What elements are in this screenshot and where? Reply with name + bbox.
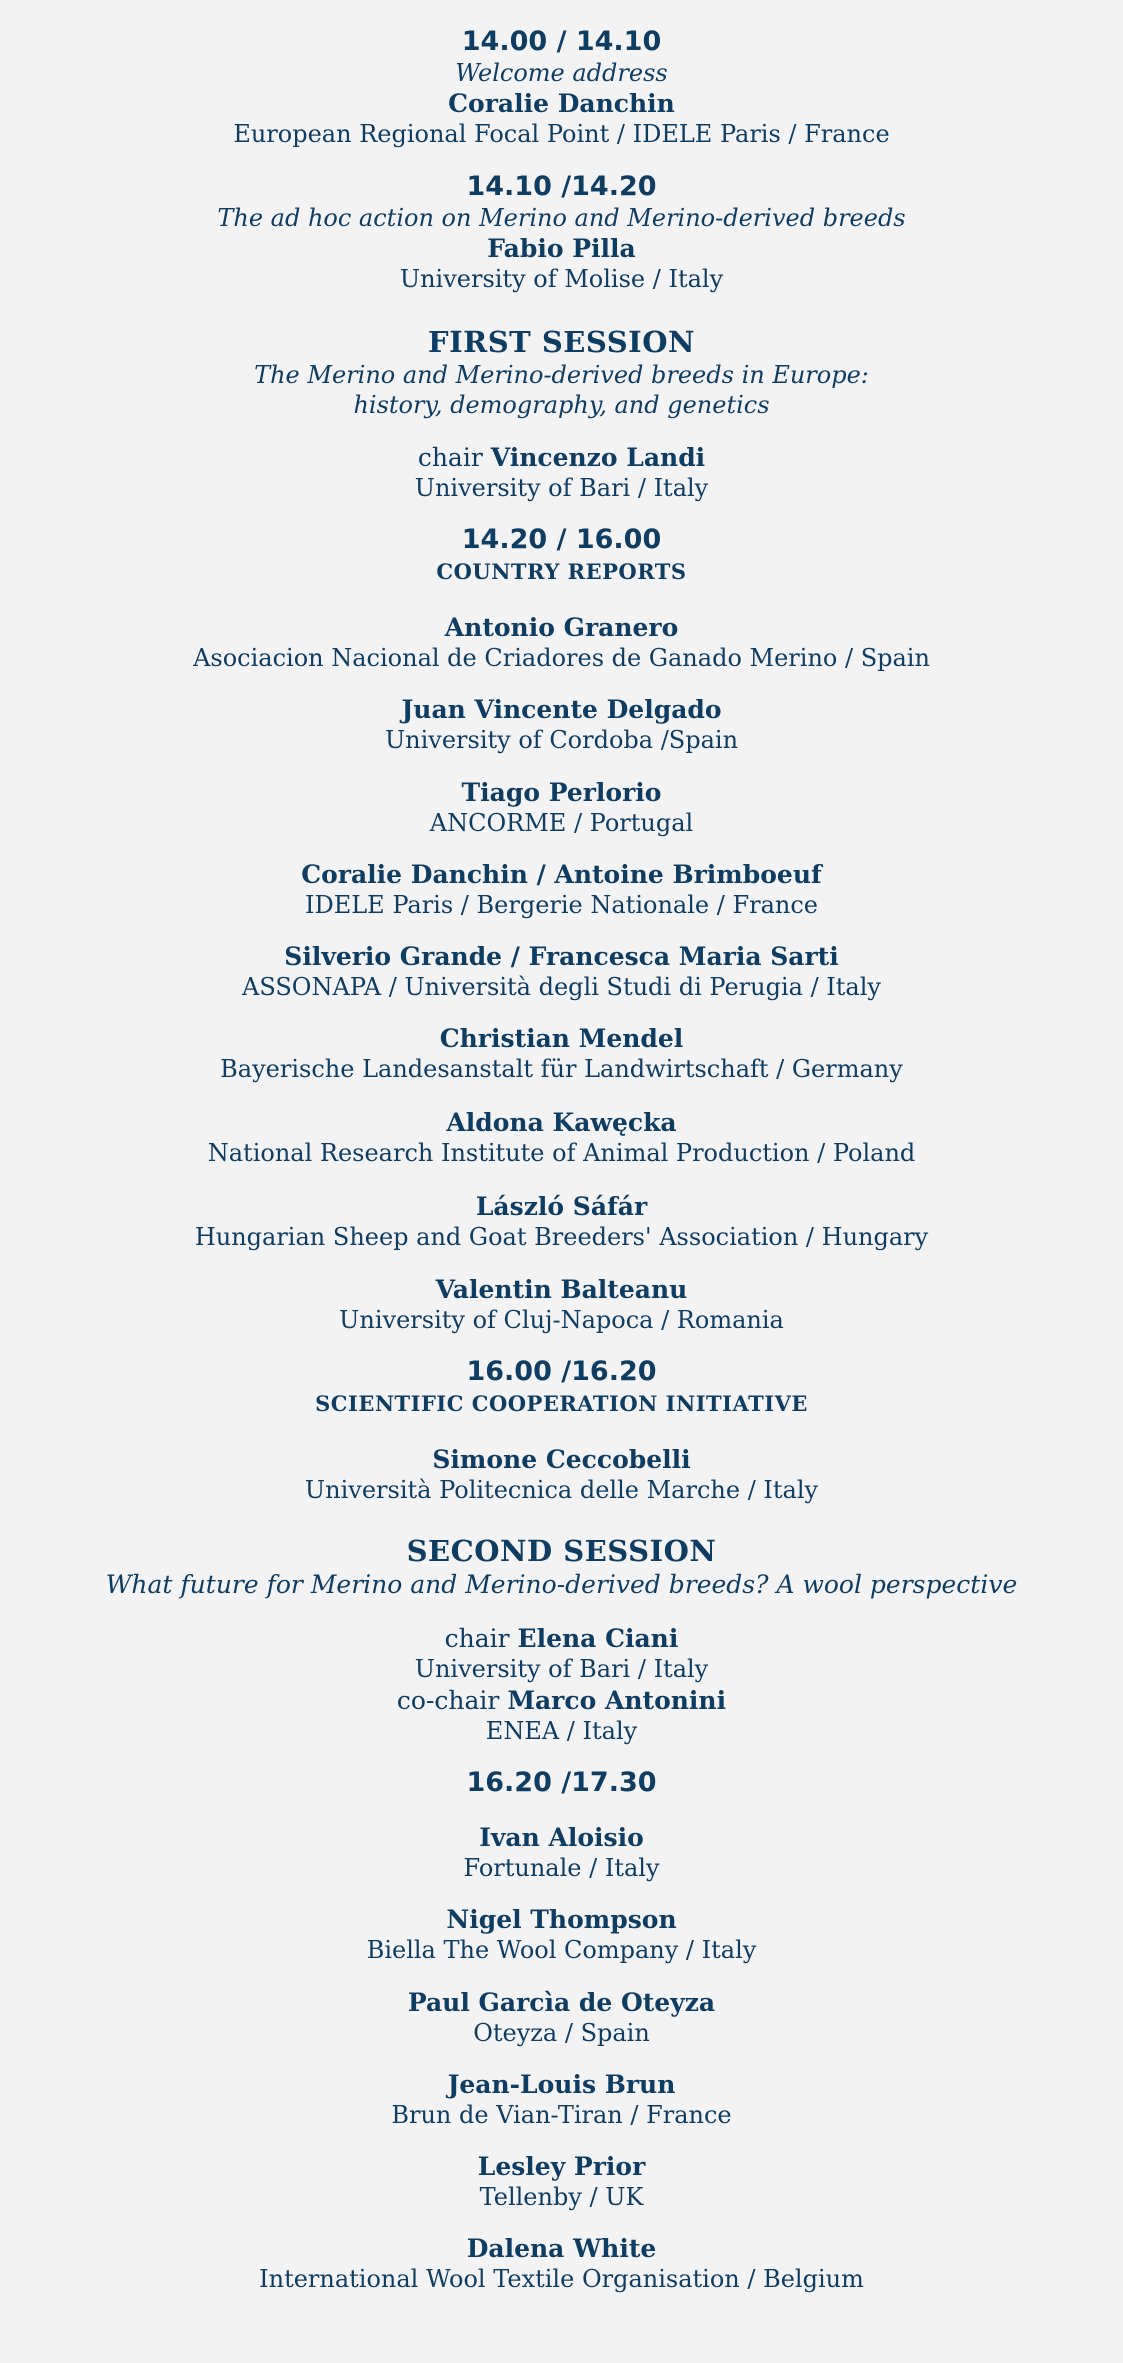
speaker-item	[0, 777, 1123, 839]
welcome-block	[0, 26, 1123, 150]
speaker-item	[0, 612, 1123, 674]
speaker-item	[0, 2151, 1123, 2213]
welcome-time: 14.00 / 14.10	[461, 26, 662, 57]
speaker-item	[0, 941, 1123, 1003]
speaker-name: Dalena White	[466, 2234, 657, 2263]
speaker-name: Nigel Thompson	[446, 1905, 677, 1934]
chair-affiliation: University of Bari / Italy	[414, 474, 709, 502]
cooperation-time: 16.00 /16.20	[466, 1356, 657, 1387]
country-reports-label: COUNTRY REPORTS	[436, 559, 687, 584]
cochair-affiliation: ENEA / Italy	[485, 1717, 638, 1745]
chair-line	[0, 442, 1123, 473]
speaker-affiliation: Oteyza / Spain	[473, 2019, 650, 2047]
country-reports-header	[0, 524, 1123, 586]
first-session-heading: FIRST SESSION	[427, 325, 695, 359]
speaker-item	[0, 1023, 1123, 1085]
speaker-affiliation: University of Cluj-Napoca / Romania	[339, 1306, 784, 1334]
adhoc-block	[0, 171, 1123, 295]
speaker-name: Simone Ceccobelli	[432, 1445, 691, 1474]
speaker-affiliation: ANCORME / Portugal	[429, 809, 694, 837]
first-session-chair	[0, 442, 1123, 504]
second-session-time-block	[0, 1767, 1123, 1799]
cooperation-label: SCIENTIFIC COOPERATION INITIATIVE	[315, 1391, 808, 1416]
speaker-name: Aldona Kawęcka	[446, 1108, 677, 1137]
speaker-item	[0, 1191, 1123, 1253]
speaker-affiliation: Università Politecnica delle Marche / Italy	[304, 1476, 819, 1504]
speaker-item	[0, 1822, 1123, 1884]
speaker-affiliation: National Research Institute of Animal Production / Poland	[207, 1139, 916, 1167]
adhoc-speaker: Fabio Pilla	[487, 234, 636, 263]
chair-name: Vincenzo Landi	[490, 443, 706, 472]
cochair-line	[0, 1685, 1123, 1716]
speaker-name: Lesley Prior	[477, 2152, 646, 2181]
welcome-title: Welcome address	[455, 59, 668, 87]
speaker-affiliation: Brun de Vian-Tiran / France	[391, 2101, 732, 2129]
speaker-affiliation: Asociacion Nacional de Criadores de Ganado Merino / Spain	[193, 644, 930, 672]
second-session-chairs	[0, 1623, 1123, 1747]
cooperation-header	[0, 1356, 1123, 1418]
speaker-affiliation: Biella The Wool Company / Italy	[366, 1936, 757, 1964]
second-session-header	[0, 1534, 1123, 1600]
speaker-name: Jean-Louis Brun	[447, 2070, 676, 2099]
speaker-item	[0, 1904, 1123, 1966]
chair-prefix: chair	[444, 1624, 510, 1653]
first-session-header	[0, 325, 1123, 420]
second-session-time: 16.20 /17.30	[466, 1767, 657, 1798]
speaker-affiliation: Bayerische Landesanstalt für Landwirtschaft / Germany	[220, 1055, 903, 1083]
speaker-name: Paul Garcìa de Oteyza	[407, 1988, 716, 2017]
speaker-item	[0, 1107, 1123, 1169]
speaker-affiliation: IDELE Paris / Bergerie Nationale / France	[305, 891, 818, 919]
first-session-subtitle-1: The Merino and Merino-derived breeds in Europe:	[254, 361, 869, 389]
speaker-name: Tiago Perlorio	[461, 778, 662, 807]
speaker-item	[0, 2233, 1123, 2295]
speaker-name: Antonio Granero	[444, 613, 679, 642]
second-session-subtitle: What future for Merino and Merino-derived breeds? A wool perspective	[105, 1570, 1018, 1599]
speaker-name: Juan Vincente Delgado	[401, 695, 722, 724]
chair-prefix: chair	[417, 443, 483, 472]
cochair-name: Marco Antonini	[507, 1686, 727, 1715]
speaker-affiliation: Hungarian Sheep and Goat Breeders' Association / Hungary	[194, 1223, 929, 1251]
speaker-item	[0, 1274, 1123, 1336]
speaker-item	[0, 859, 1123, 921]
adhoc-affiliation: University of Molise / Italy	[399, 265, 724, 293]
speaker-name: Coralie Danchin / Antoine Brimboeuf	[301, 860, 822, 889]
adhoc-time: 14.10 /14.20	[466, 171, 657, 202]
speaker-affiliation: University of Cordoba /Spain	[384, 726, 739, 754]
country-reports-time: 14.20 / 16.00	[461, 524, 662, 555]
speaker-affiliation: International Wool Textile Organisation / Belgium	[259, 2265, 864, 2293]
speaker-affiliation: Fortunale / Italy	[463, 1854, 660, 1882]
speaker-name: Ivan Aloisio	[479, 1823, 644, 1852]
welcome-speaker: Coralie Danchin	[448, 89, 675, 118]
second-session-heading: SECOND SESSION	[406, 1534, 717, 1568]
speaker-affiliation: Tellenby / UK	[479, 2183, 644, 2211]
chair-name: Elena Ciani	[517, 1624, 679, 1653]
speaker-name: László Sáfár	[475, 1192, 648, 1221]
speaker-item	[0, 2069, 1123, 2131]
first-session-subtitle-2: history, demography, and genetics	[353, 391, 770, 419]
cooperation-speaker	[0, 1444, 1123, 1506]
speaker-name: Silverio Grande / Francesca Maria Sarti	[284, 942, 839, 971]
speaker-name: Christian Mendel	[439, 1024, 684, 1053]
speaker-affiliation: ASSONAPA / Università degli Studi di Perugia / Italy	[242, 973, 881, 1001]
adhoc-title: The ad hoc action on Merino and Merino-derived breeds	[217, 204, 906, 232]
chair-affiliation: University of Bari / Italy	[414, 1655, 709, 1683]
welcome-affiliation: European Regional Focal Point / IDELE Paris / France	[233, 120, 890, 148]
chair-line	[0, 1623, 1123, 1654]
cochair-prefix: co-chair	[396, 1686, 500, 1715]
speaker-item	[0, 1987, 1123, 2049]
speaker-name: Valentin Balteanu	[435, 1275, 688, 1304]
speaker-item	[0, 694, 1123, 756]
